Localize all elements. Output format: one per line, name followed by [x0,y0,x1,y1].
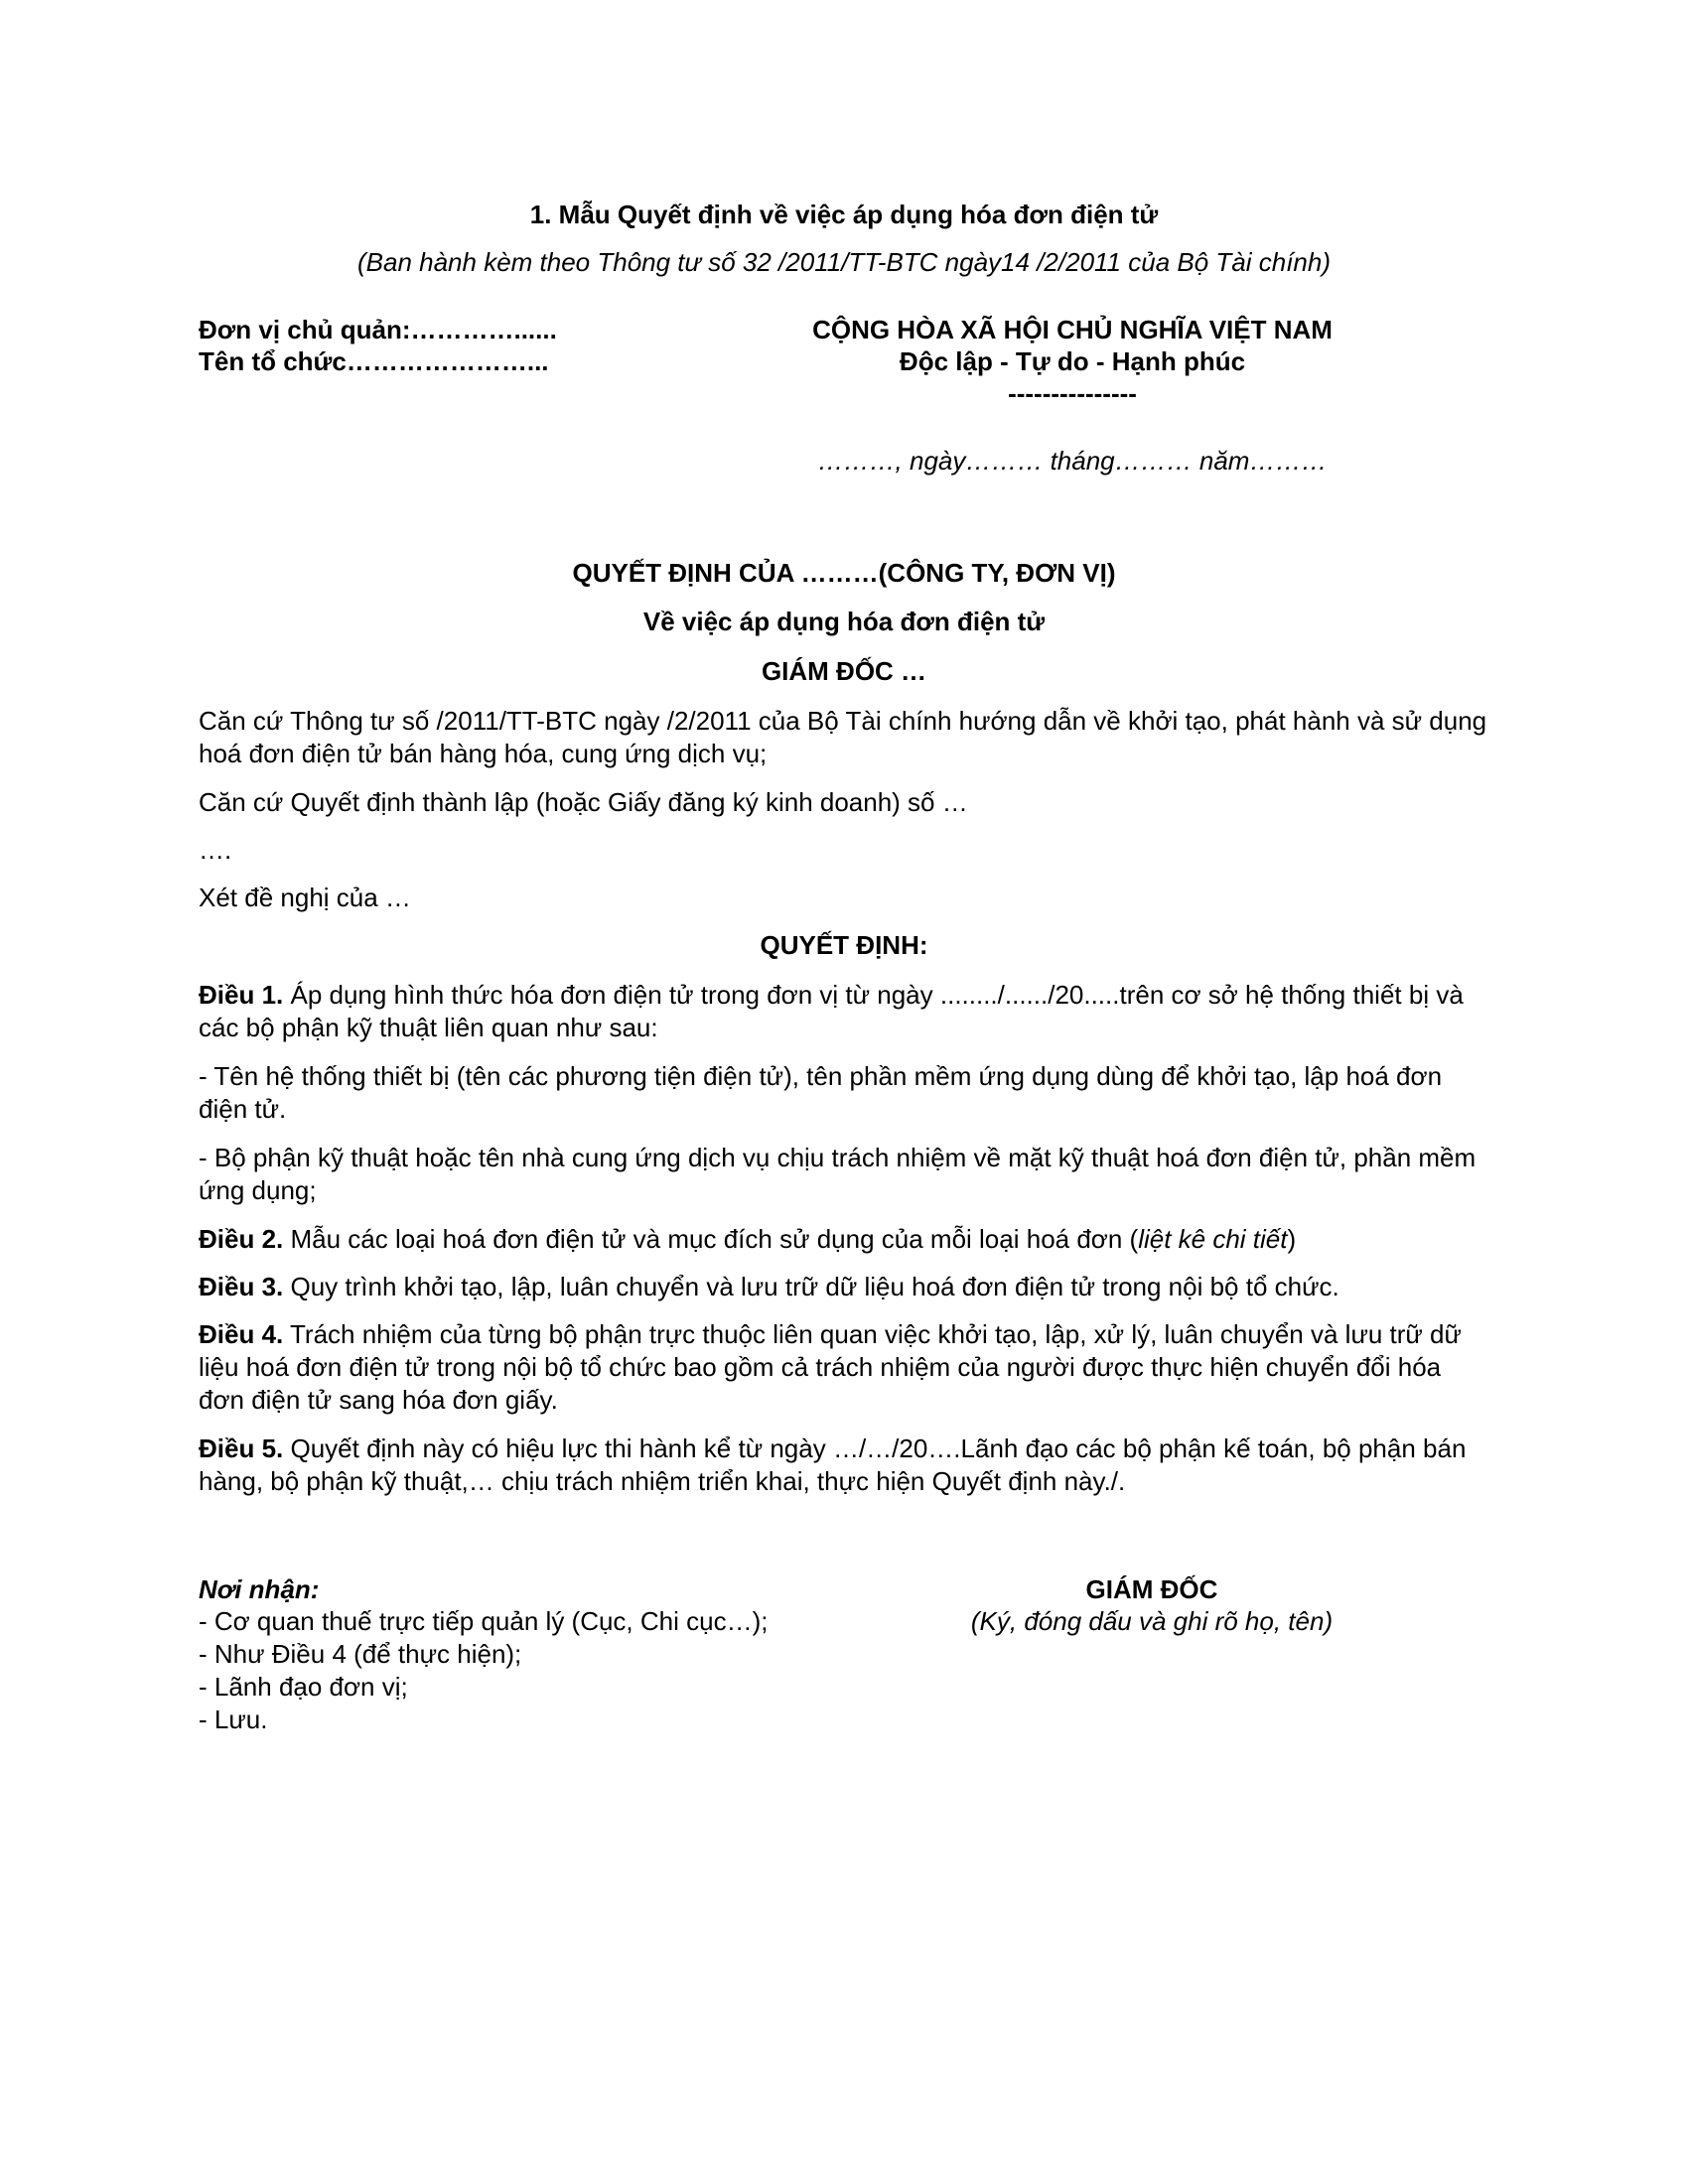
form-title: 1. Mẫu Quyết định về việc áp dụng hóa đơn điện tử [529,200,1159,229]
article-4-text: Trách nhiệm của từng bộ phận trực thuộc liên quan việc khởi tạo, lập, xử lý, luân chuyển và lưu trữ dữ liệu hoá đơn điện tử trong nội bộ tổ chức bao gồm cả trách nhiệm của người được thực hiện chuyển đổi hóa đơn điện tử sang hóa đơn giấy. [199,1319,1462,1415]
article-1 [199,979,1489,1044]
article-1-text: Áp dụng hình thức hóa đơn điện tử trong đơn vị từ ngày ......../....../20.....trên cơ sở hệ thống thiết bị và các bộ phận kỹ thuật liên quan như sau: [199,980,1464,1042]
article-1-item-1-text: - Tên hệ thống thiết bị (tên các phương tiện điện tử), tên phần mềm ứng dụng dùng để khởi tạo, lập hoá đơn điện tử. [199,1061,1443,1124]
article-2 [199,1223,1489,1256]
decision-title: QUYẾT ĐỊNH CỦA ………(CÔNG TY, ĐƠN VỊ) [572,558,1116,588]
issuance-note: (Ban hành kèm theo Thông tư số 32 /2011/TT-BTC ngày14 /2/2011 của Bộ Tài chính) [356,247,1332,277]
organization-name-line: Tên tổ chức…………………... [199,346,549,376]
decision-authority: GIÁM ĐỐC … [761,656,927,686]
ellipsis-text: …. [199,835,232,865]
recipient-item: - Lãnh đạo đơn vị; [199,1672,408,1702]
recipients-list [199,1605,768,1736]
basis-paragraph-2 [199,786,1489,819]
recipient-item: - Như Điều 4 (để thực hiện); [199,1639,522,1669]
article-5-label: Điều 5. [199,1433,284,1463]
recipient-item: - Cơ quan thuế trực tiếp quản lý (Cục, Chi cục…); [199,1606,769,1636]
article-2-close: ) [1287,1224,1297,1254]
article-2-text: Mẫu các loại hoá đơn điện tử và mục đích sử dụng của mỗi loại hoá đơn ( [283,1224,1139,1254]
basis-2-text: Căn cứ Quyết định thành lập (hoặc Giấy đăng ký kinh doanh) số … [199,787,968,817]
proposal-text: Xét đề nghị của … [199,883,411,912]
article-1-label: Điều 1. [199,980,284,1010]
basis-1-text: Căn cứ Thông tư số /2011/TT-BTC ngày /2/2011 của Bộ Tài chính hướng dẫn về khởi tạo, phát hành và sử dụng hoá đơn điện tử bán hàng hóa, cung ứng dịch vụ; [199,706,1487,768]
article-2-italic: liệt kê chi tiết [1138,1224,1288,1254]
article-2-label: Điều 2. [199,1224,284,1254]
article-3-label: Điều 3. [199,1272,284,1301]
decides-heading: QUYẾT ĐỊNH: [760,930,928,960]
motto-divider: --------------- [1008,378,1137,408]
article-1-item-1 [199,1060,1489,1126]
recipient-item: - Lưu. [199,1705,268,1734]
article-3 [199,1271,1489,1303]
national-motto: Độc lập - Tự do - Hạnh phúc [899,346,1246,376]
recipients-label: Nơi nhận: [199,1574,320,1604]
signer-title: GIÁM ĐỐC [1085,1574,1218,1604]
date-line: ………, ngày……… tháng……… năm……… [817,446,1328,476]
signer-note: (Ký, đóng dấu và ghi rõ họ, tên) [970,1606,1334,1636]
ellipsis-line [199,834,1489,867]
country-name: CỘNG HÒA XÃ HỘI CHỦ NGHĨA VIỆT NAM [812,315,1333,344]
article-5-text: Quyết định này có hiệu lực thi hành kể từ ngày …/…/20….Lãnh đạo các bộ phận kế toán, bộ phận bán hàng, bộ phận kỹ thuật,… chịu trách nhiệm triển khai, thực hiện Quyết định này./. [199,1433,1467,1496]
managing-unit-line: Đơn vị chủ quản:…………...... [199,315,557,344]
article-3-text: Quy trình khởi tạo, lập, luân chuyển và lưu trữ dữ liệu hoá đơn điện tử trong nội bộ tổ chức. [283,1272,1339,1301]
basis-paragraph-1 [199,705,1489,770]
article-5 [199,1433,1489,1498]
article-4-label: Điều 4. [199,1319,284,1349]
article-1-item-2 [199,1142,1489,1207]
decision-subject: Về việc áp dụng hóa đơn điện tử [642,607,1046,636]
article-4 [199,1318,1489,1417]
proposal-line [199,882,1489,914]
article-1-item-2-text: - Bộ phận kỹ thuật hoặc tên nhà cung ứng dịch vụ chịu trách nhiệm về mặt kỹ thuật hoá đơn điện tử, phần mềm ứng dụng; [199,1143,1477,1205]
